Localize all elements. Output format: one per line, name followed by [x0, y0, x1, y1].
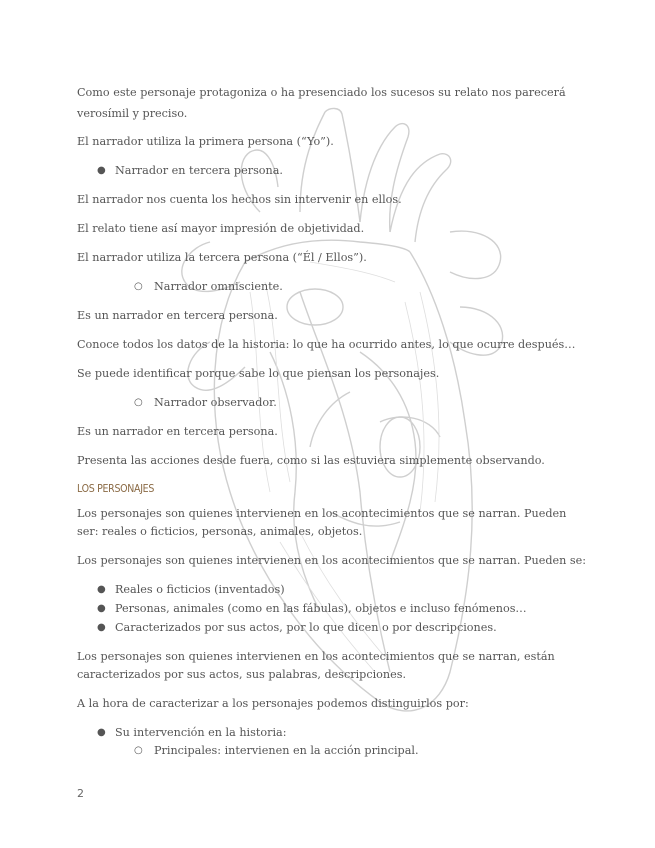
paragraph-line: Como este personaje protagoniza o ha presenciado los sucesos su relato nos parecerá: [77, 86, 566, 99]
paragraph-line: Los personajes son quienes intervienen en los acontecimientos que se narran. Pueden: [77, 507, 567, 520]
list-item-text: Su intervención en la historia:: [115, 726, 287, 739]
sub-bullet-marker: ○: [134, 281, 143, 292]
paragraph-line: A la hora de caracterizar a los personajes podemos distinguirlos por:: [77, 697, 469, 710]
list-item-text: Caracterizados por sus actos, por lo que dicen o por descripciones.: [115, 621, 497, 634]
bullet-marker: ●: [97, 165, 106, 176]
list-item-text: Narrador observador.: [154, 396, 277, 409]
paragraph-line: caracterizados por sus actos, sus palabras, descripciones.: [77, 668, 407, 681]
list-item-text: Narrador omnisciente.: [154, 280, 283, 293]
paragraph-line: El narrador utiliza la primera persona (“Yo”).: [77, 135, 334, 148]
list-item-text: Reales o ficticios (inventados): [115, 583, 285, 596]
bullet-marker: ●: [97, 584, 106, 595]
paragraph-line: ser: reales o ficticios, personas, animales, objetos.: [77, 525, 363, 538]
bullet-marker: ●: [97, 603, 106, 614]
paragraph-line: Presenta las acciones desde fuera, como si las estuviera simplemente observando.: [77, 454, 545, 467]
paragraph-line: Conoce todos los datos de la historia: lo que ha ocurrido antes, lo que ocurre después…: [77, 338, 576, 351]
list-item-text: Principales: intervienen en la acción principal.: [154, 744, 419, 757]
sub-bullet-marker: ○: [134, 745, 143, 756]
page-number: 2: [77, 787, 84, 800]
paragraph-line: Se puede identificar porque sabe lo que piensan los personajes.: [77, 367, 440, 380]
paragraph-line: El narrador nos cuenta los hechos sin intervenir en ellos.: [77, 193, 402, 206]
paragraph-line: El relato tiene así mayor impresión de objetividad.: [77, 222, 365, 235]
paragraph-line: Es un narrador en tercera persona.: [77, 425, 278, 438]
bullet-marker: ●: [97, 727, 106, 738]
section-heading: LOS PERSONAJES: [77, 483, 155, 495]
paragraph-line: Es un narrador en tercera persona.: [77, 309, 278, 322]
paragraph-line: El narrador utiliza la tercera persona (“Él / Ellos”).: [77, 251, 367, 264]
paragraph-line: Los personajes son quienes intervienen en los acontecimientos que se narran. Pueden se:: [77, 554, 587, 567]
bullet-marker: ●: [97, 622, 106, 633]
list-item-text: Narrador en tercera persona.: [115, 164, 283, 177]
sub-bullet-marker: ○: [134, 397, 143, 408]
paragraph-line: Los personajes son quienes intervienen en los acontecimientos que se narran, están: [77, 650, 555, 663]
list-item-text: Personas, animales (como en las fábulas), objetos e incluso fenómenos…: [115, 602, 527, 615]
paragraph-line: verosímil y preciso.: [77, 107, 188, 120]
